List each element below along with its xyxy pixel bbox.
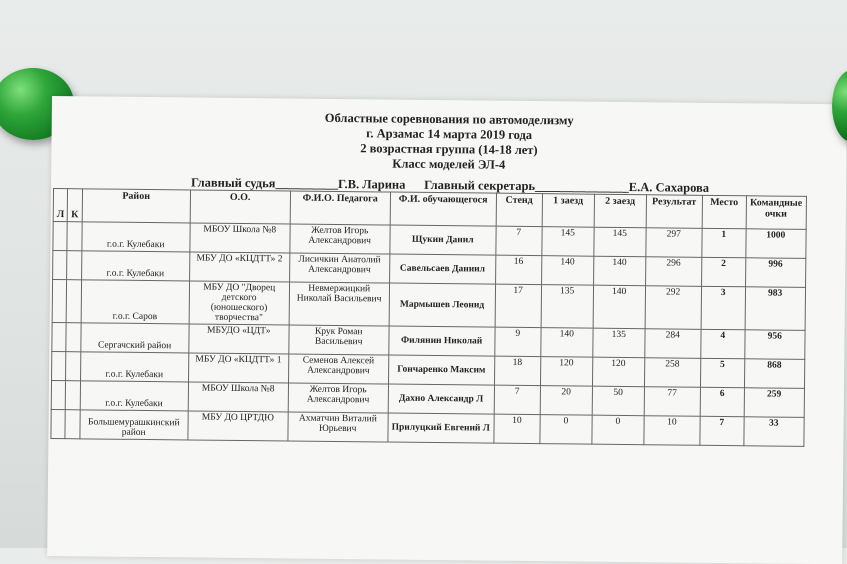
cell-district: Большемурашкинский район	[80, 410, 188, 440]
cell-run1: 135	[541, 285, 593, 329]
cell-student: Прилуцкий Евгений Л	[388, 413, 494, 443]
cell-empty	[66, 323, 81, 352]
cell-place: 1	[702, 228, 746, 257]
results-table	[50, 188, 806, 447]
cell-run1: 0	[540, 415, 592, 445]
cell-stand: 18	[494, 356, 540, 385]
cell-empty	[51, 381, 66, 410]
cell-district: г.о.г. Кулебаки	[81, 251, 189, 281]
cell-run2: 0	[592, 415, 644, 445]
cell-place: 3	[701, 286, 745, 329]
cell-result: 284	[645, 329, 701, 359]
cell-org: МБУ ДО «КЦДТТ» 2	[189, 252, 289, 282]
cell-stand: 17	[495, 284, 541, 327]
cell-empty	[66, 352, 81, 381]
cell-district: г.о.г. Кулебаки	[82, 222, 190, 252]
cell-teacher: Желтов Игорь Александрович	[290, 224, 390, 254]
cell-run1: 20	[540, 386, 592, 416]
cell-empty	[52, 323, 67, 352]
cell-student: Филянин Николай	[389, 326, 495, 356]
cell-student: Мармышев Леонид	[389, 283, 495, 327]
cell-empty	[53, 222, 68, 251]
cell-teacher: Желтов Игорь Александрович	[288, 383, 388, 413]
column-header: Командные очки	[746, 196, 806, 230]
cell-student: Щукин Данил	[390, 225, 496, 255]
cell-student: Савельсаев Даниил	[389, 254, 495, 284]
cell-org: МБУ ДО "Дворец детского (юношеского) творчества"	[189, 281, 289, 325]
cell-district: Сергачский район	[81, 323, 189, 353]
cell-empty	[52, 280, 67, 323]
cell-empty	[66, 381, 81, 410]
cell-run1: 120	[540, 357, 592, 387]
cell-stand: 10	[494, 414, 540, 443]
cell-district: г.о.г. Кулебаки	[80, 352, 188, 382]
cell-district: г.о.г. Кулебаки	[80, 381, 188, 411]
cell-team: 956	[745, 330, 805, 360]
doc-title: Областные соревнования по автомоделизму	[324, 110, 574, 128]
document-header	[51, 108, 847, 176]
column-header: 1 заезд	[542, 194, 594, 228]
cell-team: 996	[745, 258, 805, 288]
cell-org: МБУДО «ЦДТ»	[189, 324, 289, 354]
cell-empty	[67, 222, 82, 251]
cell-team: 1000	[746, 229, 806, 259]
cell-run2: 145	[594, 227, 646, 257]
cell-empty	[52, 352, 67, 381]
cell-place: 6	[700, 387, 744, 416]
cell-empty	[51, 410, 66, 439]
cell-teacher: Семенов Алексей Александрович	[288, 354, 388, 384]
cell-run1: 145	[542, 227, 594, 257]
chief-secretary: Главный секретарь_______________Е.А. Сахарова	[424, 177, 710, 195]
cell-result: 77	[644, 387, 700, 417]
column-header: Место	[702, 195, 746, 228]
cell-place: 7	[700, 416, 744, 445]
chief-judge: Главный судья__________Г.В. Ларина	[191, 175, 406, 192]
cell-district: г.о.г. Саров	[81, 280, 189, 324]
cell-result: 10	[644, 416, 700, 446]
column-header: Стенд	[496, 193, 542, 226]
cell-result: 258	[644, 358, 700, 388]
cell-empty	[53, 251, 68, 280]
cell-empty	[67, 251, 82, 280]
cell-org: МБОУ Школа №8	[190, 223, 290, 253]
cell-result: 292	[645, 286, 701, 330]
cell-result: 297	[646, 228, 702, 258]
doc-class: Класс моделей ЭЛ-4	[392, 156, 506, 172]
column-header: Ф.И.О. Педагога	[290, 191, 390, 225]
cell-empty	[67, 280, 82, 323]
cell-org: МБУ ДО «КЦДТТ» 1	[188, 353, 288, 383]
cell-team: 259	[744, 388, 804, 418]
cell-run2: 50	[592, 386, 644, 416]
cell-teacher: Крук Роман Васильевич	[289, 325, 389, 355]
cell-place: 5	[700, 358, 744, 387]
cell-org: МБУ ДО ЦРТДЮ	[188, 411, 288, 441]
cell-place: 2	[701, 257, 745, 286]
cell-stand: 7	[496, 226, 542, 255]
cell-stand: 7	[494, 385, 540, 414]
doc-place-date: г. Арзамас 14 марта 2019 года	[366, 126, 533, 143]
cell-team: 868	[744, 359, 804, 389]
cell-teacher: Ахматчин Виталий Юрьевич	[288, 412, 388, 442]
cell-run2: 140	[593, 285, 645, 329]
column-header: К	[68, 189, 83, 222]
cell-run2: 135	[593, 328, 645, 358]
doc-age-group: 2 возрастная группа (14-18 лет)	[360, 141, 538, 158]
cell-student: Гончаренко Максим	[388, 355, 494, 385]
cell-stand: 16	[495, 255, 541, 284]
cell-student: Дахно Александр Л	[388, 384, 494, 414]
column-header: О.О.	[190, 190, 290, 224]
cell-teacher: Невмержицкий Николай Васильевич	[289, 282, 389, 326]
cell-empty	[65, 410, 80, 439]
cell-result: 296	[645, 257, 701, 287]
cell-stand: 9	[495, 327, 541, 356]
column-header: Л	[53, 189, 68, 222]
column-header: Результат	[646, 195, 702, 229]
column-header: Ф.И. обучающегося	[390, 192, 496, 226]
column-header: 2 заезд	[594, 194, 646, 228]
cell-run2: 140	[593, 256, 645, 286]
cell-run2: 120	[592, 357, 644, 387]
cell-run1: 140	[541, 328, 593, 358]
cell-team: 983	[745, 287, 805, 331]
column-header: Район	[82, 189, 190, 223]
cell-teacher: Лисичкин Анатолий Александрович	[289, 253, 389, 283]
results-sheet	[47, 96, 847, 564]
cell-org: МБОУ Школа №8	[188, 382, 288, 412]
cell-team: 33	[744, 417, 804, 447]
cell-place: 4	[701, 329, 745, 358]
cell-run1: 140	[541, 256, 593, 286]
